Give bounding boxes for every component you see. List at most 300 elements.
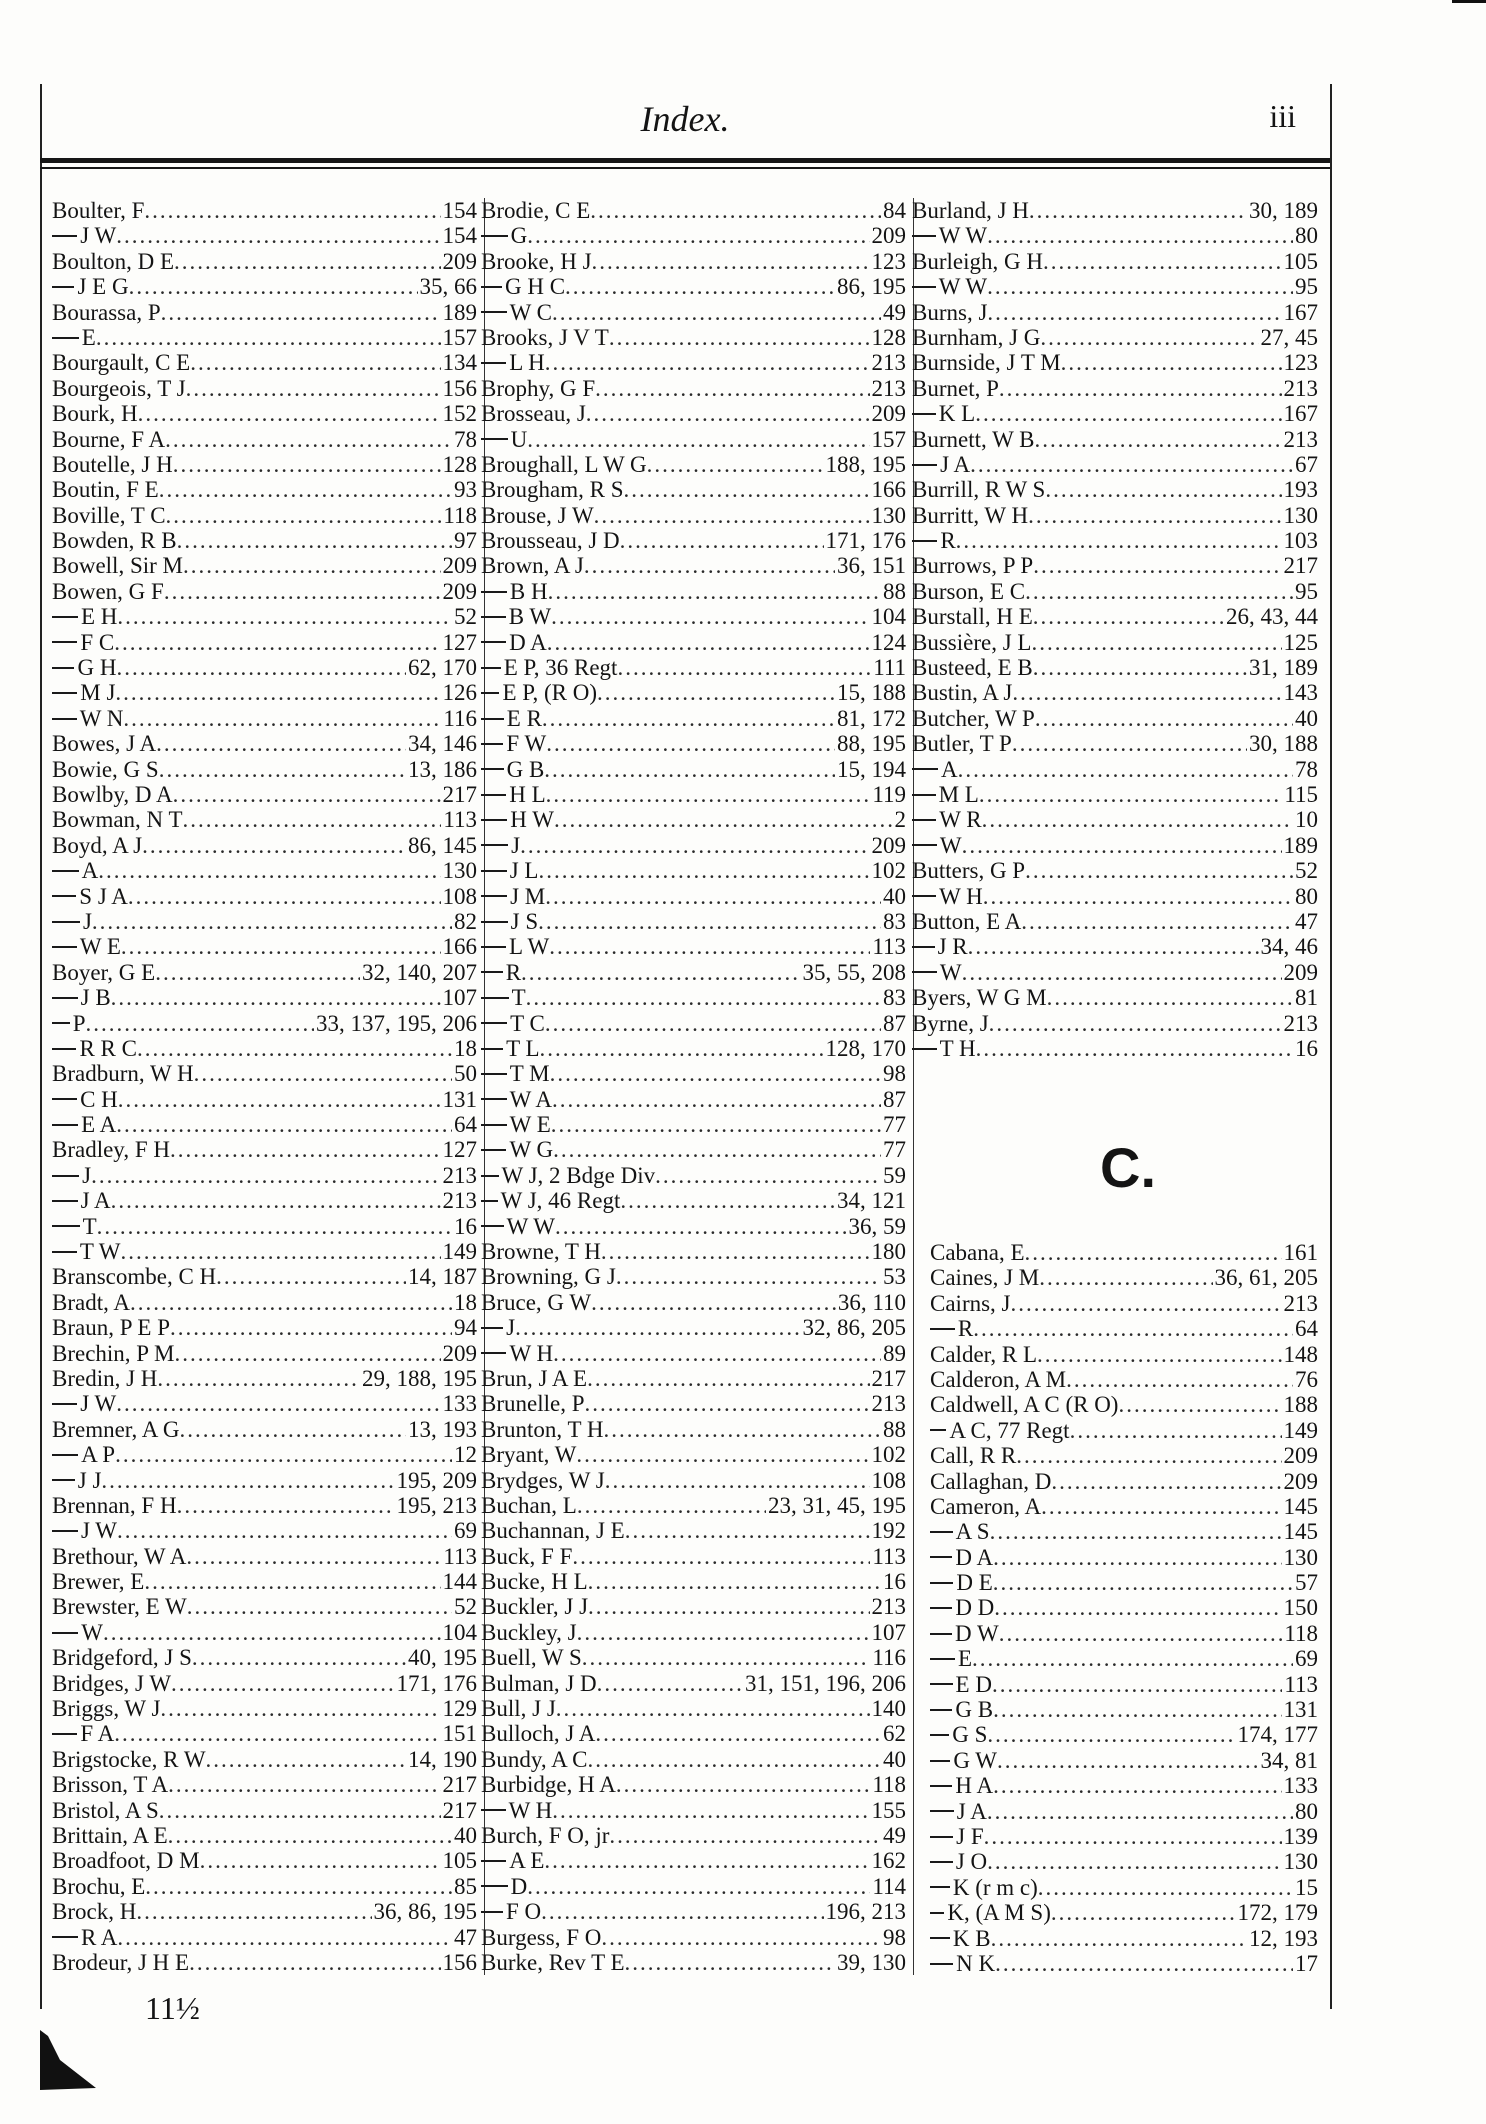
entry-pages: 39, 130 <box>837 1949 906 1975</box>
index-entry <box>912 325 1318 350</box>
index-entry <box>52 1594 477 1619</box>
index-entry <box>481 1620 906 1645</box>
index-entry <box>481 477 906 502</box>
ditto-dash <box>930 1607 952 1609</box>
entry-name: Bourassa, P <box>52 299 161 325</box>
entry-name: S J A <box>79 883 128 909</box>
ditto-dash <box>481 743 503 745</box>
ditto-dash <box>912 794 936 796</box>
entry-pages: 144 <box>442 1569 477 1595</box>
entry-name: J R <box>937 934 968 960</box>
index-entry <box>912 782 1318 807</box>
entry-pages: 209 <box>871 223 906 249</box>
entry-name: E P, (R O) <box>502 680 598 706</box>
entry-name: Burritt, W H <box>912 502 1029 528</box>
entry-name: Brown, A J <box>481 553 584 579</box>
ditto-dash <box>52 667 74 669</box>
entry-pages: 12, 193 <box>1249 1925 1318 1951</box>
leader-dots <box>547 630 870 655</box>
ditto-dash <box>912 1048 937 1050</box>
leader-dots <box>1118 1392 1281 1417</box>
leader-dots <box>538 858 869 883</box>
entry-pages: 130 <box>442 858 477 884</box>
index-entry <box>481 655 906 680</box>
ditto-dash <box>52 1479 75 1481</box>
index-entry <box>912 960 1318 985</box>
entry-pages: 217 <box>1283 553 1318 579</box>
leader-dots <box>1034 427 1281 452</box>
entry-pages: 82 <box>454 908 477 934</box>
entry-pages: 126 <box>442 680 477 706</box>
leader-dots <box>595 376 869 401</box>
index-entry <box>52 325 477 350</box>
index-entry <box>481 1594 906 1619</box>
index-entry <box>912 1036 1318 1061</box>
index-entry <box>52 198 477 223</box>
ditto-dash <box>930 1810 954 1812</box>
leader-dots <box>159 1798 441 1823</box>
entry-name: J W <box>80 223 117 249</box>
ditto-dash <box>912 540 937 542</box>
leader-dots <box>592 249 870 274</box>
leader-dots <box>620 1188 835 1213</box>
index-entry <box>912 909 1318 934</box>
index-entry <box>52 1925 477 1950</box>
leader-dots <box>186 376 441 401</box>
index-entry <box>481 1391 906 1416</box>
ditto-dash <box>481 794 506 796</box>
entry-name: Brodie, C E <box>481 198 591 223</box>
entry-name: B H <box>509 578 548 604</box>
entry-pages: 113 <box>443 807 477 833</box>
leader-dots <box>587 1366 869 1391</box>
entry-name: W J, 46 Regt <box>500 1188 621 1214</box>
entry-pages: 118 <box>443 502 477 528</box>
leader-dots <box>111 985 441 1010</box>
entry-name: Brooke, H J <box>481 248 592 274</box>
leader-dots <box>1031 630 1281 655</box>
leader-dots <box>962 833 1282 858</box>
entry-name: W <box>81 1619 103 1645</box>
ditto-dash <box>52 235 77 237</box>
leader-dots <box>183 807 442 832</box>
entry-pages: 123 <box>871 248 906 274</box>
index-entry <box>481 1671 906 1696</box>
entry-name: Byers, W G M <box>912 985 1047 1011</box>
entry-name: Bowie, G S <box>52 756 159 782</box>
entry-pages: 36, 86, 195 <box>373 1899 477 1925</box>
index-entry <box>930 1494 1318 1519</box>
index-entry <box>481 376 906 401</box>
entry-pages: 85 <box>454 1873 477 1899</box>
entry-pages: 12 <box>454 1442 477 1468</box>
index-entry <box>52 1848 477 1873</box>
leader-dots <box>161 300 441 325</box>
entry-name: R R C <box>79 1035 137 1061</box>
index-entry <box>481 452 906 477</box>
entry-pages: 213 <box>1283 375 1318 401</box>
entry-pages: 34, 81 <box>1260 1747 1318 1773</box>
ditto-dash <box>52 895 76 897</box>
entry-pages: 98 <box>883 1061 906 1087</box>
entry-pages: 131 <box>1283 1697 1318 1723</box>
entry-name: J <box>506 1315 516 1341</box>
ditto-dash <box>912 895 936 897</box>
entry-pages: 166 <box>871 477 906 503</box>
entry-pages: 188, 195 <box>825 451 906 477</box>
entry-pages: 86, 195 <box>837 274 906 300</box>
index-entry <box>930 1595 1318 1620</box>
index-entry <box>52 223 477 248</box>
entry-name: Brunelle, P <box>481 1391 585 1417</box>
ditto-dash <box>930 1328 955 1330</box>
leader-dots <box>588 1569 881 1594</box>
entry-name: Bristol, A S <box>52 1797 159 1823</box>
entry-name: E D <box>955 1671 992 1697</box>
entry-pages: 52 <box>1295 858 1318 884</box>
leader-dots <box>617 655 871 680</box>
leader-dots <box>545 1011 881 1036</box>
entry-name: Bruce, G W <box>481 1289 592 1315</box>
entry-pages: 33, 137, 195, 206 <box>316 1010 477 1036</box>
entry-pages: 18 <box>454 1289 477 1315</box>
leader-dots <box>142 833 406 858</box>
index-entry <box>52 858 477 883</box>
entry-pages: 167 <box>1283 401 1318 427</box>
entry-name: Brock, H <box>52 1899 137 1925</box>
entry-name: J L <box>509 858 539 884</box>
entry-pages: 36, 61, 205 <box>1214 1265 1318 1291</box>
entry-pages: 151 <box>442 1721 477 1747</box>
ditto-dash <box>912 413 936 415</box>
entry-name: T M <box>509 1061 550 1087</box>
index-entry <box>52 807 477 832</box>
entry-name: Bowlby, D A <box>52 781 173 807</box>
index-entry <box>912 401 1318 426</box>
index-entry <box>930 1900 1318 1925</box>
leader-dots <box>1033 655 1247 680</box>
entry-name: Buckler, J J <box>481 1594 589 1620</box>
leader-dots <box>620 528 824 553</box>
index-entry <box>52 427 477 452</box>
entry-pages: 108 <box>871 1467 906 1493</box>
entry-pages: 17 <box>1295 1950 1318 1976</box>
entry-pages: 31, 189 <box>1249 655 1318 681</box>
entry-name: D A <box>509 629 547 655</box>
entry-name: Burleigh, G H <box>912 248 1043 274</box>
index-entry <box>52 960 477 985</box>
entry-pages: 32, 140, 207 <box>362 959 477 985</box>
leader-dots <box>597 680 835 705</box>
leader-dots <box>956 528 1282 553</box>
entry-name: Buell, W S <box>481 1645 582 1671</box>
entry-name: Bredin, J H <box>52 1365 158 1391</box>
entry-pages: 88, 195 <box>837 731 906 757</box>
leader-dots <box>970 452 1293 477</box>
entry-pages: 86, 145 <box>408 832 477 858</box>
entry-name: F O <box>505 1899 542 1925</box>
entry-pages: 52 <box>454 604 477 630</box>
leader-dots <box>591 1290 836 1315</box>
entry-name: Brosseau, J <box>481 401 586 427</box>
ditto-dash <box>481 235 508 237</box>
entry-pages: 188 <box>1283 1392 1318 1418</box>
entry-name: W R <box>939 807 982 833</box>
entry-pages: 157 <box>871 426 906 452</box>
entry-name: R <box>505 959 522 985</box>
leader-dots <box>982 807 1293 832</box>
leader-dots <box>96 325 441 350</box>
leader-dots <box>520 833 869 858</box>
entry-name: W C <box>509 299 552 325</box>
leader-dots <box>1061 350 1282 375</box>
entry-name: Broughall, L W G <box>481 451 647 477</box>
entry-name: W E <box>79 934 121 960</box>
entry-name: A <box>81 858 99 884</box>
ditto-dash <box>481 895 507 897</box>
entry-pages: 189 <box>1283 832 1318 858</box>
index-entry <box>481 1188 906 1213</box>
entry-pages: 30, 189 <box>1249 198 1318 223</box>
index-entry <box>930 1926 1318 1951</box>
index-entry <box>52 985 477 1010</box>
leader-dots <box>538 909 881 934</box>
index-entry <box>912 528 1318 553</box>
leader-dots <box>987 300 1281 325</box>
index-entry <box>52 1493 477 1518</box>
ditto-dash <box>930 1912 944 1914</box>
entry-name: Burnet, P <box>912 375 999 401</box>
leader-dots <box>616 1264 881 1289</box>
entry-pages: 35, 66 <box>419 274 477 300</box>
index-entry <box>481 1950 906 1975</box>
entry-name: T W <box>79 1239 121 1265</box>
ditto-dash <box>481 311 507 313</box>
entry-pages: 140 <box>871 1696 906 1722</box>
leader-dots <box>194 1061 452 1086</box>
entry-name: Bradley, F H <box>52 1137 170 1163</box>
leader-dots <box>989 1011 1282 1036</box>
index-entry <box>912 274 1318 299</box>
entry-name: Bowman, N T <box>52 807 183 833</box>
leader-dots <box>565 274 835 299</box>
entry-pages: 23, 31, 45, 195 <box>768 1492 906 1518</box>
entry-name: T L <box>506 1035 540 1061</box>
leader-dots <box>551 604 869 629</box>
entry-name: Briggs, W J <box>52 1696 161 1722</box>
index-entry <box>481 350 906 375</box>
index-entry <box>912 452 1318 477</box>
entry-pages: 105 <box>1283 248 1318 274</box>
leader-dots <box>137 1036 452 1061</box>
entry-name: A P <box>81 1442 116 1468</box>
index-entry <box>52 1036 477 1061</box>
index-entry <box>481 1772 906 1797</box>
leader-dots <box>588 1747 881 1772</box>
index-entry <box>52 934 477 959</box>
leader-dots <box>984 1824 1282 1849</box>
leader-dots <box>527 1874 870 1899</box>
leader-dots <box>164 579 441 604</box>
index-entry <box>481 1315 906 1340</box>
entry-pages: 34, 146 <box>408 731 477 757</box>
entry-name: M J <box>80 680 116 706</box>
leader-dots <box>86 1011 314 1036</box>
entry-name: G B <box>506 756 545 782</box>
leader-dots <box>155 960 360 985</box>
entry-pages: 127 <box>442 1137 477 1163</box>
leader-dots <box>1066 1367 1293 1392</box>
index-entry <box>481 1493 906 1518</box>
entry-pages: 213 <box>442 1162 477 1188</box>
entry-name: T <box>82 1213 97 1239</box>
leader-dots <box>156 731 406 756</box>
entry-pages: 128 <box>871 324 906 350</box>
index-entry <box>52 300 477 325</box>
entry-name: Boutin, F E <box>52 477 159 503</box>
ditto-dash <box>52 718 77 720</box>
ditto-dash <box>930 1886 950 1888</box>
ditto-dash <box>481 1022 507 1024</box>
entry-pages: 62, 170 <box>408 655 477 681</box>
index-entry <box>912 985 1318 1010</box>
leader-dots <box>173 452 441 477</box>
entry-name: Boulton, D E <box>52 248 175 274</box>
entry-pages: 156 <box>442 375 477 401</box>
entry-name: F C <box>80 629 115 655</box>
index-entry <box>481 1569 906 1594</box>
entry-pages: 174, 177 <box>1237 1722 1318 1748</box>
leader-dots <box>216 1264 406 1289</box>
ditto-dash <box>912 464 937 466</box>
leader-dots <box>541 1899 823 1924</box>
entry-name: Buchannan, J E <box>481 1518 625 1544</box>
entry-name: Boville, T C <box>52 502 166 528</box>
ditto-dash <box>52 1530 78 1532</box>
leader-dots <box>609 1823 881 1848</box>
entry-pages: 217 <box>442 1772 477 1798</box>
entry-pages: 195, 209 <box>396 1467 477 1493</box>
entry-pages: 40 <box>883 1746 906 1772</box>
leader-dots <box>103 1620 441 1645</box>
leader-dots <box>160 1696 440 1721</box>
entry-pages: 102 <box>871 1442 906 1468</box>
entry-pages: 64 <box>1295 1316 1318 1342</box>
entry-name: Calderon, A M <box>930 1366 1067 1392</box>
entry-name: Burgess, F O <box>481 1924 602 1950</box>
index-entry <box>52 350 477 375</box>
index-entry <box>930 1849 1318 1874</box>
entry-pages: 217 <box>871 1365 906 1391</box>
entry-name: Bremner, A G <box>52 1416 180 1442</box>
index-entry <box>52 1899 477 1924</box>
entry-name: D <box>510 1873 528 1899</box>
entry-name: Burnside, J T M <box>912 350 1061 376</box>
entry-name: W W <box>938 274 988 300</box>
entry-name: J A <box>80 1188 111 1214</box>
index-entry <box>481 528 906 553</box>
leader-dots <box>545 350 870 375</box>
leader-dots <box>1043 249 1282 274</box>
entry-pages: 128 <box>442 451 477 477</box>
index-entry <box>930 1672 1318 1697</box>
ditto-dash <box>52 870 79 872</box>
ditto-dash <box>52 286 74 288</box>
entry-name: J <box>82 1162 92 1188</box>
leader-dots <box>647 452 824 477</box>
entry-pages: 87 <box>883 1086 906 1112</box>
entry-name: E A <box>81 1112 117 1138</box>
index-entry <box>930 1697 1318 1722</box>
entry-name: Bradt, A <box>52 1289 130 1315</box>
index-entry <box>52 553 477 578</box>
entry-pages: 57 <box>1295 1570 1318 1596</box>
entry-name: J A <box>940 451 971 477</box>
index-entry <box>481 325 906 350</box>
index-entry <box>930 1469 1318 1494</box>
index-entry <box>912 604 1318 629</box>
leader-dots <box>1028 503 1281 528</box>
leader-dots <box>117 604 452 629</box>
ditto-dash <box>52 997 78 999</box>
entry-pages: 213 <box>1283 426 1318 452</box>
leader-dots <box>527 427 869 452</box>
index-entry <box>912 1011 1318 1036</box>
index-entry <box>481 427 906 452</box>
entry-pages: 209 <box>442 553 477 579</box>
index-entry <box>481 503 906 528</box>
index-entry <box>52 680 477 705</box>
leader-dots <box>1011 1291 1282 1316</box>
entry-name: Brougham, R S <box>481 477 624 503</box>
entry-pages: 35, 55, 208 <box>802 959 906 985</box>
leader-dots <box>544 1848 869 1873</box>
entry-pages: 50 <box>454 1061 477 1087</box>
leader-dots <box>601 1239 870 1264</box>
entry-pages: 88 <box>883 1416 906 1442</box>
leader-dots <box>548 579 881 604</box>
index-entry <box>481 960 906 985</box>
leader-dots <box>521 960 800 985</box>
entry-name: Burstall, H E <box>912 604 1033 630</box>
ditto-dash <box>481 1098 507 1100</box>
index-entry <box>930 1240 1318 1265</box>
leader-dots <box>550 1061 881 1086</box>
index-entry <box>912 350 1318 375</box>
index-entry <box>930 1875 1318 1900</box>
entry-name: Burnett, W B <box>912 426 1035 452</box>
leader-dots <box>556 1696 870 1721</box>
entry-pages: 111 <box>873 655 906 681</box>
entry-pages: 133 <box>1283 1773 1318 1799</box>
leader-dots <box>987 274 1293 299</box>
leader-dots <box>597 1671 743 1696</box>
entry-name: Boutelle, J H <box>52 451 173 477</box>
index-entry <box>930 1265 1318 1290</box>
ditto-dash <box>52 1124 78 1126</box>
leader-dots <box>1029 198 1247 223</box>
index-entry <box>930 1392 1318 1417</box>
ditto-dash <box>481 1073 507 1075</box>
leader-dots <box>1025 1240 1282 1265</box>
entry-name: Buck, F F <box>481 1543 573 1569</box>
index-entry <box>481 680 906 705</box>
leader-dots <box>206 1747 406 1772</box>
entry-name: Burnham, J G <box>912 324 1041 350</box>
leader-dots <box>572 1544 870 1569</box>
leader-dots <box>552 300 881 325</box>
index-entry <box>930 1824 1318 1849</box>
